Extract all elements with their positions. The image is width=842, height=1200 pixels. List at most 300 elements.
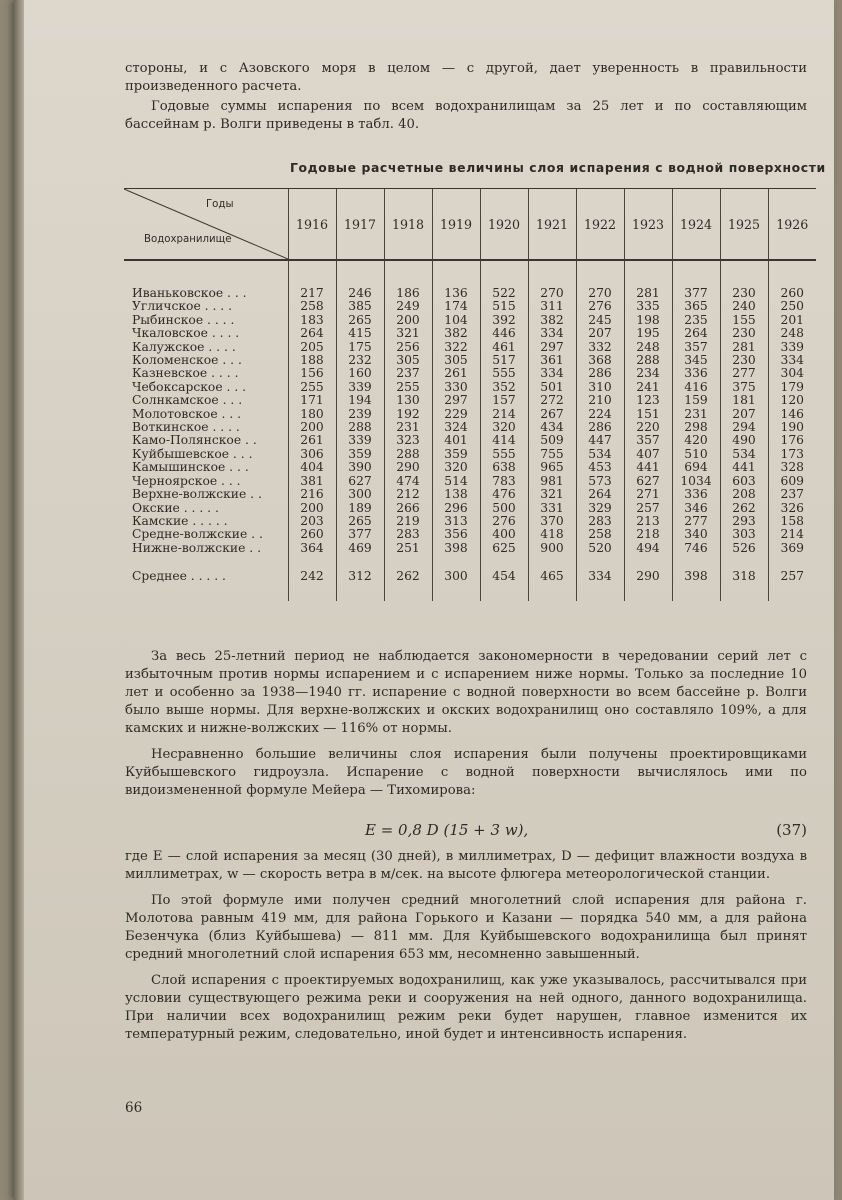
- evaporation-value: 173: [768, 448, 816, 461]
- evaporation-value: 242: [288, 567, 336, 587]
- evaporation-value: 494: [624, 542, 672, 555]
- evaporation-value: 304: [768, 367, 816, 380]
- reservoir-name: Чебоксарское . . .: [132, 380, 247, 394]
- evaporation-value: 335: [624, 300, 672, 313]
- table-row: [124, 488, 816, 501]
- evaporation-value: 214: [768, 528, 816, 541]
- evaporation-value: 330: [432, 381, 480, 394]
- evaporation-value: 201: [768, 314, 816, 327]
- evaporation-value: 180: [288, 408, 336, 421]
- evaporation-value: 230: [720, 327, 768, 340]
- evaporation-value: 262: [720, 502, 768, 515]
- evaporation-value: 328: [768, 461, 816, 474]
- reservoir-name: Среднее . . . . .: [132, 569, 226, 584]
- evaporation-value: 324: [432, 421, 480, 434]
- evaporation-value: 461: [480, 341, 528, 354]
- formula: E = 0,8 D (15 + 3 w),: [365, 821, 529, 839]
- evaporation-value: 186: [384, 287, 432, 300]
- evaporation-value: 230: [720, 287, 768, 300]
- evaporation-value: 200: [288, 502, 336, 515]
- evaporation-value: 346: [672, 502, 720, 515]
- corner-years-label: Годы: [205, 199, 234, 210]
- evaporation-value: 490: [720, 434, 768, 447]
- evaporation-value: 248: [768, 327, 816, 340]
- evaporation-value: 218: [624, 528, 672, 541]
- evaporation-value: 171: [288, 394, 336, 407]
- table-row: [124, 408, 816, 421]
- evaporation-value: 264: [672, 327, 720, 340]
- evaporation-value: 194: [336, 394, 384, 407]
- evaporation-value: 176: [768, 434, 816, 447]
- reservoir-name: Нижне-волжские . .: [132, 541, 261, 555]
- reservoir-name: Молотовское . . .: [132, 407, 242, 421]
- evaporation-value: 156: [288, 367, 336, 380]
- evaporation-value: 627: [624, 475, 672, 488]
- year-header: 1921: [528, 189, 576, 261]
- evaporation-value: 174: [432, 300, 480, 313]
- year-header: 1924: [672, 189, 720, 261]
- evaporation-value: 249: [384, 300, 432, 313]
- table-row: [124, 542, 816, 555]
- evaporation-value: 517: [480, 354, 528, 367]
- evaporation-value: 216: [288, 488, 336, 501]
- evaporation-value: 415: [336, 327, 384, 340]
- evaporation-value: 326: [768, 502, 816, 515]
- evaporation-value: 220: [624, 421, 672, 434]
- evaporation-value: 237: [768, 488, 816, 501]
- page-gutter: [14, 0, 24, 1200]
- table-header-row: [124, 189, 816, 261]
- evaporation-value: 755: [528, 448, 576, 461]
- evaporation-value: 965: [528, 461, 576, 474]
- reservoir-name: Средне-волжские . .: [132, 528, 263, 542]
- table-row: [124, 528, 816, 541]
- evaporation-value: 625: [480, 542, 528, 555]
- table-gap-row: [124, 555, 816, 567]
- evaporation-value: 357: [672, 341, 720, 354]
- evaporation-value: 214: [480, 408, 528, 421]
- evaporation-value: 261: [288, 434, 336, 447]
- paragraph: Слой испарения с проектируемых водохранилищ, как уже указывалось, рассчитывался при условии существующего режима реки и сооружения на ней одного, данного водохранилища. При наличии всех водохранилищ режим реки будет нарушен, главное изменится их температурный режим, следовательно, иной будет и интенсивность испарения.: [125, 973, 807, 1042]
- evaporation-value: 262: [384, 567, 432, 587]
- evaporation-value: 276: [576, 300, 624, 313]
- evaporation-value: 500: [480, 502, 528, 515]
- table-row: [124, 421, 816, 434]
- table-row: [124, 314, 816, 327]
- table-row: [124, 434, 816, 447]
- year-header: 1916: [288, 189, 336, 261]
- evaporation-value: 240: [720, 300, 768, 313]
- paragraph: По этой формуле ими получен средний многолетний слой испарения для района г. Молотова равным 419 мм, для района Горького и Казани — порядка 540 мм, а для района Безенчука (близ Куйбышева) — 811 мм. Для Куйбышевского водохранилища был принят средний многолетний слой испарения 653 мм, несомненно завышенный.: [125, 893, 807, 962]
- evaporation-value: 465: [528, 567, 576, 587]
- table-row: [124, 367, 816, 380]
- evaporation-value: 361: [528, 354, 576, 367]
- evaporation-value: 281: [720, 341, 768, 354]
- evaporation-value: 260: [768, 287, 816, 300]
- evaporation-value: 265: [336, 515, 384, 528]
- evaporation-value: 260: [288, 528, 336, 541]
- reservoir-name: Воткинское . . . .: [132, 421, 240, 435]
- evaporation-value: 234: [624, 367, 672, 380]
- evaporation-value: 385: [336, 300, 384, 313]
- body-text-top: [125, 648, 807, 800]
- evaporation-value: 441: [624, 461, 672, 474]
- evaporation-value: 264: [288, 327, 336, 340]
- evaporation-value: 267: [528, 408, 576, 421]
- year-header: 1923: [624, 189, 672, 261]
- evaporation-value: 407: [624, 448, 672, 461]
- table-row: [124, 327, 816, 340]
- evaporation-value: 283: [576, 515, 624, 528]
- evaporation-value: 290: [624, 567, 672, 587]
- evaporation-value: 231: [384, 421, 432, 434]
- evaporation-value: 352: [480, 381, 528, 394]
- evaporation-value: 297: [432, 394, 480, 407]
- evaporation-value: 175: [336, 341, 384, 354]
- evaporation-value: 155: [720, 314, 768, 327]
- evaporation-value: 151: [624, 408, 672, 421]
- evaporation-value: 198: [624, 314, 672, 327]
- reservoir-name: Камо-Полянское . .: [132, 434, 257, 448]
- evaporation-value: 447: [576, 434, 624, 447]
- evaporation-value: 336: [672, 488, 720, 501]
- evaporation-value: 501: [528, 381, 576, 394]
- year-header: 1925: [720, 189, 768, 261]
- evaporation-value: 339: [336, 434, 384, 447]
- evaporation-value: 322: [432, 341, 480, 354]
- evaporation-value: 210: [576, 394, 624, 407]
- evaporation-value: 334: [528, 327, 576, 340]
- evaporation-value: 534: [576, 448, 624, 461]
- evaporation-value: 311: [528, 300, 576, 313]
- evaporation-value: 357: [624, 434, 672, 447]
- evaporation-value: 241: [624, 381, 672, 394]
- evaporation-value: 320: [432, 461, 480, 474]
- evaporation-value: 189: [336, 502, 384, 515]
- reservoir-name: Камышинское . . .: [132, 461, 249, 475]
- evaporation-value: 573: [576, 475, 624, 488]
- evaporation-value: 246: [336, 287, 384, 300]
- evaporation-value: 257: [624, 502, 672, 515]
- evaporation-value: 257: [768, 567, 816, 587]
- evaporation-value: 434: [528, 421, 576, 434]
- evaporation-value: 239: [336, 408, 384, 421]
- year-header: 1917: [336, 189, 384, 261]
- evaporation-value: 534: [720, 448, 768, 461]
- evaporation-value: 272: [528, 394, 576, 407]
- evaporation-value: 398: [672, 567, 720, 587]
- evaporation-value: 368: [576, 354, 624, 367]
- intro-text: [125, 60, 807, 134]
- evaporation-value: 264: [576, 488, 624, 501]
- evaporation-value: 514: [432, 475, 480, 488]
- formula-number: (37): [776, 821, 807, 839]
- evaporation-value: 104: [432, 314, 480, 327]
- evaporation-value: 627: [336, 475, 384, 488]
- evaporation-value: 375: [720, 381, 768, 394]
- evaporation-value: 416: [672, 381, 720, 394]
- reservoir-name: Черноярское . . .: [132, 474, 241, 488]
- evaporation-value: 248: [624, 341, 672, 354]
- evaporation-value: 318: [720, 567, 768, 587]
- evaporation-value: 305: [384, 354, 432, 367]
- evaporation-value: 414: [480, 434, 528, 447]
- evaporation-value: 609: [768, 475, 816, 488]
- body-text-bottom: [125, 848, 807, 1044]
- evaporation-value: 281: [624, 287, 672, 300]
- evaporation-value: 200: [288, 421, 336, 434]
- evaporation-value: 310: [576, 381, 624, 394]
- evaporation-value: 453: [576, 461, 624, 474]
- evaporation-value: 207: [720, 408, 768, 421]
- evaporation-value: 266: [384, 502, 432, 515]
- evaporation-value: 231: [672, 408, 720, 421]
- table-average-row: [124, 567, 816, 587]
- evaporation-value: 515: [480, 300, 528, 313]
- evaporation-value: 694: [672, 461, 720, 474]
- table-corner-cell: [124, 189, 288, 261]
- evaporation-value: 332: [576, 341, 624, 354]
- evaporation-value: 232: [336, 354, 384, 367]
- evaporation-value: 286: [576, 367, 624, 380]
- evaporation-value: 526: [720, 542, 768, 555]
- table-row: [124, 300, 816, 313]
- reservoir-name: Рыбинское . . . .: [132, 313, 235, 327]
- evaporation-value: 345: [672, 354, 720, 367]
- evaporation-value: 283: [384, 528, 432, 541]
- paragraph: Несравненно большие величины слоя испарения были получены проектировщиками Куйбышевского гидроузла. Испарение с водной поверхности вычислялось ими по видоизмененной формуле Мейера — Тихомирова:: [125, 747, 807, 798]
- evaporation-value: 381: [288, 475, 336, 488]
- evaporation-value: 293: [720, 515, 768, 528]
- evaporation-value: 364: [288, 542, 336, 555]
- evaporation-value: 229: [432, 408, 480, 421]
- evaporation-value: 208: [720, 488, 768, 501]
- evaporation-value: 382: [432, 327, 480, 340]
- evaporation-value: 123: [624, 394, 672, 407]
- paragraph: где E — слой испарения за месяц (30 дней), в миллиметрах, D — дефицит влажности воздуха в миллиметрах, w — скорость ветра в м/сек. на высоте флюгера метеорологической станции.: [125, 849, 807, 882]
- table-row: [124, 502, 816, 515]
- evaporation-value: 334: [576, 567, 624, 587]
- evaporation-value: 286: [576, 421, 624, 434]
- evaporation-value: 390: [336, 461, 384, 474]
- evaporation-value: 270: [576, 287, 624, 300]
- evaporation-value: 261: [432, 367, 480, 380]
- evaporation-value: 441: [720, 461, 768, 474]
- evaporation-value: 329: [576, 502, 624, 515]
- evaporation-value: 339: [336, 381, 384, 394]
- evaporation-value: 454: [480, 567, 528, 587]
- evaporation-value: 356: [432, 528, 480, 541]
- table-row: [124, 461, 816, 474]
- evaporation-value: 256: [384, 341, 432, 354]
- evaporation-value: 181: [720, 394, 768, 407]
- intro-line-2: Годовые суммы испарения по всем водохранилищам за 25 лет и по составляющим бассейнам р. Волги приведены в табл. 40.: [125, 99, 807, 132]
- evaporation-value: 207: [576, 327, 624, 340]
- year-header: 1918: [384, 189, 432, 261]
- evaporation-value: 205: [288, 341, 336, 354]
- evaporation-value: 509: [528, 434, 576, 447]
- evaporation-value: 130: [384, 394, 432, 407]
- evaporation-value: 420: [672, 434, 720, 447]
- evaporation-value: 336: [672, 367, 720, 380]
- evaporation-value: 401: [432, 434, 480, 447]
- evaporation-value: 382: [528, 314, 576, 327]
- evaporation-value: 190: [768, 421, 816, 434]
- reservoir-name: Коломенское . . .: [132, 354, 242, 368]
- evaporation-value: 476: [480, 488, 528, 501]
- evaporation-value: 377: [672, 287, 720, 300]
- reservoir-name: Казневское . . . .: [132, 367, 239, 381]
- table-row: [124, 515, 816, 528]
- evaporation-value: 331: [528, 502, 576, 515]
- table-body: [124, 260, 816, 601]
- evaporation-value: 290: [384, 461, 432, 474]
- evaporation-value: 192: [384, 408, 432, 421]
- evaporation-value: 183: [288, 314, 336, 327]
- evaporation-value: 120: [768, 394, 816, 407]
- evaporation-value: 255: [384, 381, 432, 394]
- evaporation-value: 603: [720, 475, 768, 488]
- evaporation-value: 160: [336, 367, 384, 380]
- table-row: [124, 341, 816, 354]
- evaporation-value: 258: [288, 300, 336, 313]
- table-tail-row: [124, 587, 816, 601]
- evaporation-value: 288: [624, 354, 672, 367]
- evaporation-value: 323: [384, 434, 432, 447]
- evaporation-value: 370: [528, 515, 576, 528]
- reservoir-name: Калужское . . . .: [132, 340, 236, 354]
- year-header: 1926: [768, 189, 816, 261]
- intro-line-1: стороны, и с Азовского моря в целом — с другой, дает уверенность в правильности произведенного расчета.: [125, 61, 807, 94]
- evaporation-value: 235: [672, 314, 720, 327]
- paragraph: За весь 25-летний период не наблюдается закономерности в чередовании серий лет с избыточным против нормы испарением и с испарением ниже нормы. Только за последние 10 лет и особенно за 1938—1940 гг. испарение с водной поверхности во всем бассейне р. Волги было выше нормы. Для верхне-волжских и окских водохранилищ оно составляло 109%, а для камских и нижне-волжских — 116% от нормы.: [125, 649, 807, 736]
- evaporation-value: 303: [720, 528, 768, 541]
- reservoir-name: Куйбышевское . . .: [132, 447, 253, 461]
- evaporation-value: 510: [672, 448, 720, 461]
- corner-reservoir-label: Водохранилище: [144, 234, 232, 245]
- evaporation-value: 522: [480, 287, 528, 300]
- year-header: 1922: [576, 189, 624, 261]
- evaporation-value: 469: [336, 542, 384, 555]
- evaporation-value: 146: [768, 408, 816, 421]
- reservoir-name: Камские . . . . .: [132, 514, 228, 528]
- table-row: [124, 394, 816, 407]
- evaporation-value: 271: [624, 488, 672, 501]
- evaporation-value: 158: [768, 515, 816, 528]
- evaporation-value: 400: [480, 528, 528, 541]
- evaporation-value: 255: [288, 381, 336, 394]
- evaporation-value: 520: [576, 542, 624, 555]
- evaporation-value: 297: [528, 341, 576, 354]
- evaporation-value: 157: [480, 394, 528, 407]
- evaporation-value: 369: [768, 542, 816, 555]
- evaporation-value: 298: [672, 421, 720, 434]
- evaporation-value: 138: [432, 488, 480, 501]
- evaporation-value: 900: [528, 542, 576, 555]
- evaporation-value: 245: [576, 314, 624, 327]
- reservoir-name: Иваньковское . . .: [132, 287, 247, 300]
- evaporation-value: 418: [528, 528, 576, 541]
- evaporation-value: 555: [480, 448, 528, 461]
- evaporation-value: 746: [672, 542, 720, 555]
- evaporation-value: 313: [432, 515, 480, 528]
- evaporation-value: 359: [432, 448, 480, 461]
- page-number: 66: [125, 1100, 143, 1116]
- evaporation-value: 224: [576, 408, 624, 421]
- evaporation-value: 179: [768, 381, 816, 394]
- evaporation-value: 277: [672, 515, 720, 528]
- reservoir-name: Чкаловское . . . .: [132, 327, 240, 341]
- evaporation-value: 251: [384, 542, 432, 555]
- reservoir-name: Угличское . . . .: [132, 300, 232, 314]
- evaporation-value: 305: [432, 354, 480, 367]
- evaporation-value: 288: [384, 448, 432, 461]
- evaporation-value: 270: [528, 287, 576, 300]
- evaporation-value: 300: [336, 488, 384, 501]
- evaporation-value: 296: [432, 502, 480, 515]
- table-row: [124, 381, 816, 394]
- evaporation-value: 365: [672, 300, 720, 313]
- evaporation-value: 783: [480, 475, 528, 488]
- evaporation-value: 265: [336, 314, 384, 327]
- table-row: [124, 448, 816, 461]
- year-header: 1920: [480, 189, 528, 261]
- evaporation-value: 203: [288, 515, 336, 528]
- evaporation-value: 555: [480, 367, 528, 380]
- evaporation-value: 981: [528, 475, 576, 488]
- reservoir-name: Верхне-волжские . .: [132, 488, 262, 502]
- evaporation-value: 404: [288, 461, 336, 474]
- evaporation-value: 321: [384, 327, 432, 340]
- evaporation-value: 321: [528, 488, 576, 501]
- evaporation-value: 392: [480, 314, 528, 327]
- reservoir-name: Солнкамское . . .: [132, 394, 243, 408]
- evaporation-value: 340: [672, 528, 720, 541]
- evaporation-value: 359: [336, 448, 384, 461]
- formula-line: [125, 821, 807, 843]
- evaporation-value: 195: [624, 327, 672, 340]
- table-spacer-row: [124, 260, 816, 287]
- evaporation-value: 219: [384, 515, 432, 528]
- evaporation-value: 446: [480, 327, 528, 340]
- evaporation-value: 294: [720, 421, 768, 434]
- table-row: [124, 287, 816, 300]
- evaporation-value: 258: [576, 528, 624, 541]
- evaporation-value: 474: [384, 475, 432, 488]
- table-row: [124, 354, 816, 367]
- evaporation-value: 334: [768, 354, 816, 367]
- evaporation-value: 638: [480, 461, 528, 474]
- evaporation-value: 217: [288, 287, 336, 300]
- evaporation-value: 136: [432, 287, 480, 300]
- evaporation-value: 312: [336, 567, 384, 587]
- evaporation-table: [124, 188, 816, 601]
- evaporation-value: 1034: [672, 475, 720, 488]
- evaporation-value: 320: [480, 421, 528, 434]
- evaporation-value: 334: [528, 367, 576, 380]
- evaporation-value: 159: [672, 394, 720, 407]
- evaporation-value: 277: [720, 367, 768, 380]
- evaporation-value: 237: [384, 367, 432, 380]
- table-row: [124, 475, 816, 488]
- evaporation-value: 300: [432, 567, 480, 587]
- evaporation-value: 306: [288, 448, 336, 461]
- table-caption: Годовые расчетные величины слоя испарения с водной поверхности: [290, 160, 826, 175]
- evaporation-value: 230: [720, 354, 768, 367]
- evaporation-value: 213: [624, 515, 672, 528]
- evaporation-value: 276: [480, 515, 528, 528]
- evaporation-value: 377: [336, 528, 384, 541]
